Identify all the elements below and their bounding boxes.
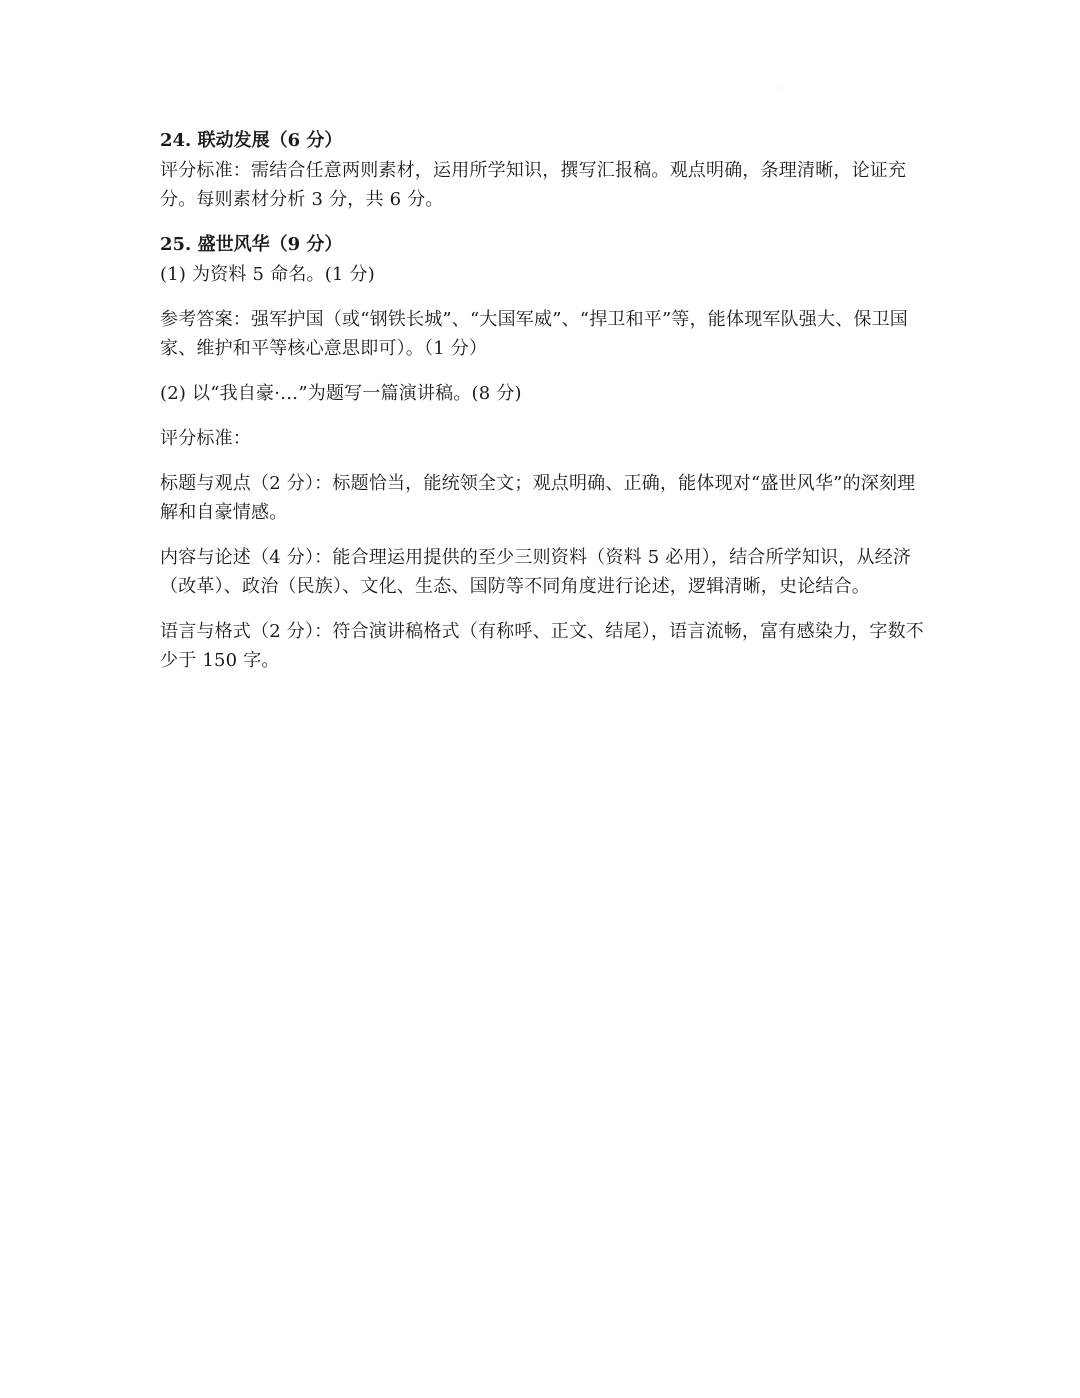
question-24 xyxy=(160,126,930,214)
question-25 xyxy=(160,230,930,675)
criteria-language: 语言与格式（2 分）：符合演讲稿格式（有称呼、正文、结尾），语言流畅，富有感染力，字数不少于 150 字。 xyxy=(160,621,924,671)
question-25-part1-answer: 参考答案：强军护国（或“钢铁长城”、“大国军威”、“捍卫和平”等，能体现军队强大、保卫国家、维护和平等核心意思即可）。（1 分） xyxy=(160,309,909,359)
corner-mark: ： xyxy=(777,85,784,92)
question-24-criteria: 评分标准：需结合任意两则素材，运用所学知识，撰写汇报稿。观点明确，条理清晰，论证充分。每则素材分析 3 分，共 6 分。 xyxy=(160,160,907,210)
question-24-title: 24. 联动发展（6 分） xyxy=(160,130,343,151)
question-25-part1-prompt: (1) 为资料 5 命名。(1 分) xyxy=(160,264,375,285)
document-page xyxy=(160,126,930,675)
question-25-criteria-label: 评分标准： xyxy=(160,428,251,449)
question-25-part2-prompt: (2) 以“我自豪·…”为题写一篇演讲稿。(8 分) xyxy=(160,383,522,404)
criteria-title-view: 标题与观点（2 分）：标题恰当，能统领全文；观点明确、正确，能体现对“盛世风华”的深刻理解和自豪情感。 xyxy=(160,473,916,523)
criteria-content: 内容与论述（4 分）：能合理运用提供的至少三则资料（资料 5 必用），结合所学知识，从经济（改革）、政治（民族）、文化、生态、国防等不同角度进行论述，逻辑清晰，史论结合。 xyxy=(160,547,912,597)
question-25-title: 25. 盛世风华（9 分） xyxy=(160,234,343,255)
